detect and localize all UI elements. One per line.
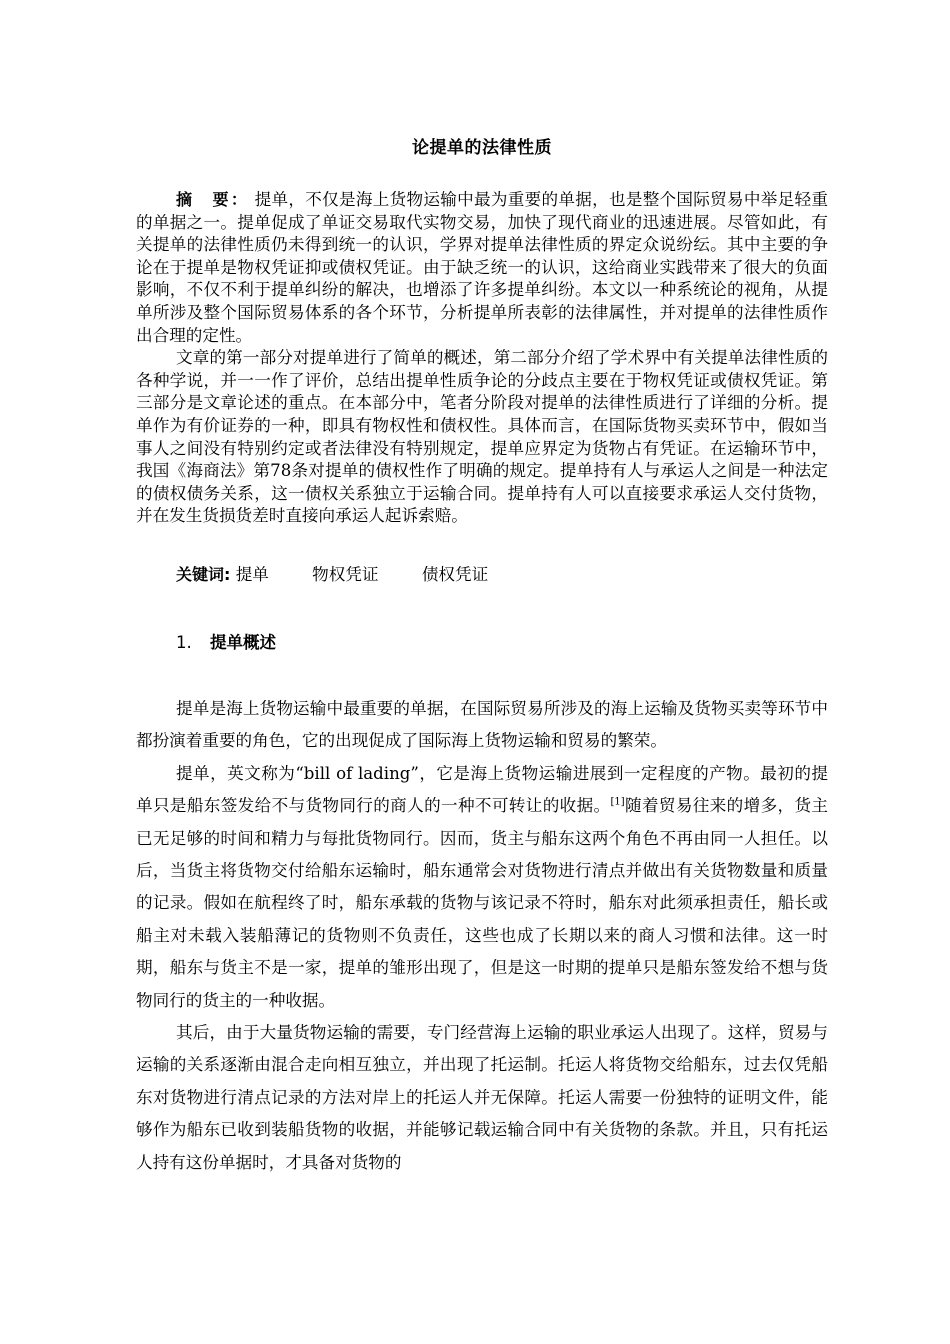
abstract-paragraph-1 — [136, 189, 828, 347]
section-heading — [176, 631, 276, 655]
document-title: 论提单的法律性质 — [412, 138, 552, 158]
abstract-label: 摘 要： — [176, 190, 250, 209]
abstract-paragraph-2: 文章的第一部分对提单进行了简单的概述，第二部分介绍了学术界中有关提单法律性质的各种学说，并一一作了评价，总结出提单性质争论的分歧点主要在于物权凭证或债权凭证。第三部分是文章论述的重点。在本部分中，笔者分阶段对提单的法律性质进行了详细的分析。提单作为有价证券的一种，即具有物权性和债权性。具体而言，在国际货物买卖环节中，假如当事人之间没有特别约定或者法律没有特别规定，提单应界定为货物占有凭证。在运输环节中，我国《海商法》第78条对提单的债权性作了明确的规定。提单持有人与承运人之间是一种法定的债权债务关系，这一债权关系独立于运输合同。提单持有人可以直接要求承运人交付货物，并在发生货损货差时直接向承运人起诉索赔。 — [136, 348, 828, 526]
section-number: 1. — [176, 633, 192, 652]
keywords-label: 关键词: — [176, 565, 231, 584]
body-paragraph-2 — [136, 758, 828, 1017]
keyword-item: 提单 — [235, 565, 269, 584]
citation-reference[interactable]: [1] — [610, 796, 625, 808]
keyword-item: 债权凭证 — [421, 565, 489, 584]
abstract-text-1: 提单，不仅是海上货物运输中最为重要的单据，也是整个国际贸易中举足轻重的单据之一。提单促成了单证交易取代实物交易，加快了现代商业的迅速进展。尽管如此，有关提单的法律性质仍未得到统一的认识，学界对提单法律性质的界定众说纷纭。其中主要的争论在于提单是物权凭证抑或债权凭证。由于缺乏统一的认识，这给商业实践带来了很大的负面影响，不仅不利于提单纠纷的解决，也增添了许多提单纠纷。本文以一种系统论的视角，从提单所涉及整个国际贸易体系的各个环节，分析提单所表彰的法律属性，并对提单的法律性质作出合理的定性。 — [136, 190, 828, 345]
section-title: 提单概述 — [210, 633, 276, 652]
body-paragraph-3: 其后，由于大量货物运输的需要，专门经营海上运输的职业承运人出现了。这样，贸易与运输的关系逐渐由混合走向相互独立，并出现了托运制。托运人将货物交给船东，过去仅凭船东对货物进行清点记录的方法对岸上的托运人并无保障。托运人需要一份独特的证明文件，能够作为船东已收到装船货物的收据，并能够记载运输合同中有关货物的条款。并且，只有托运人持有这份单据时，才具备对货物的 — [136, 1023, 828, 1172]
keywords-line — [176, 563, 526, 587]
section-body — [136, 693, 828, 1179]
abstract-block — [136, 189, 828, 528]
keyword-item: 物权凭证 — [312, 565, 379, 584]
body-paragraph-1: 提单是海上货物运输中最重要的单据，在国际贸易所涉及的海上运输及货物买卖等环节中都扮演着重要的角色，它的出现促成了国际海上货物运输和贸易的繁荣。 — [136, 699, 828, 751]
body-paragraph-2-text-b: 随着贸易往来的增多，货主已无足够的时间和精力与每批货物同行。因而，货主与船东这两个角色不再由同一人担任。以后，当货主将货物交付给船东运输时，船东通常会对货物进行清点并做出有关货物数量和质量的记录。假如在航程终了时，船东承载的货物与该记录不符时，船东对此须承担责任，船长或船主对未载入装船薄记的货物则不负责任，这些也成了长期以来的商人习惯和法律。这一时期，船东与货主不是一家，提单的雏形出现了，但是这一时期的提单只是船东签发给不想与货物同行的货主的一种收据。 — [136, 796, 829, 1010]
body-paragraph-2-text-a: 提单，英文称为“bill of lading”，它是海上货物运输进展到一定程度的产物。最初的提单只是船东签发给不与货物同行的商人的一种不可转让的收据。 — [136, 763, 828, 816]
